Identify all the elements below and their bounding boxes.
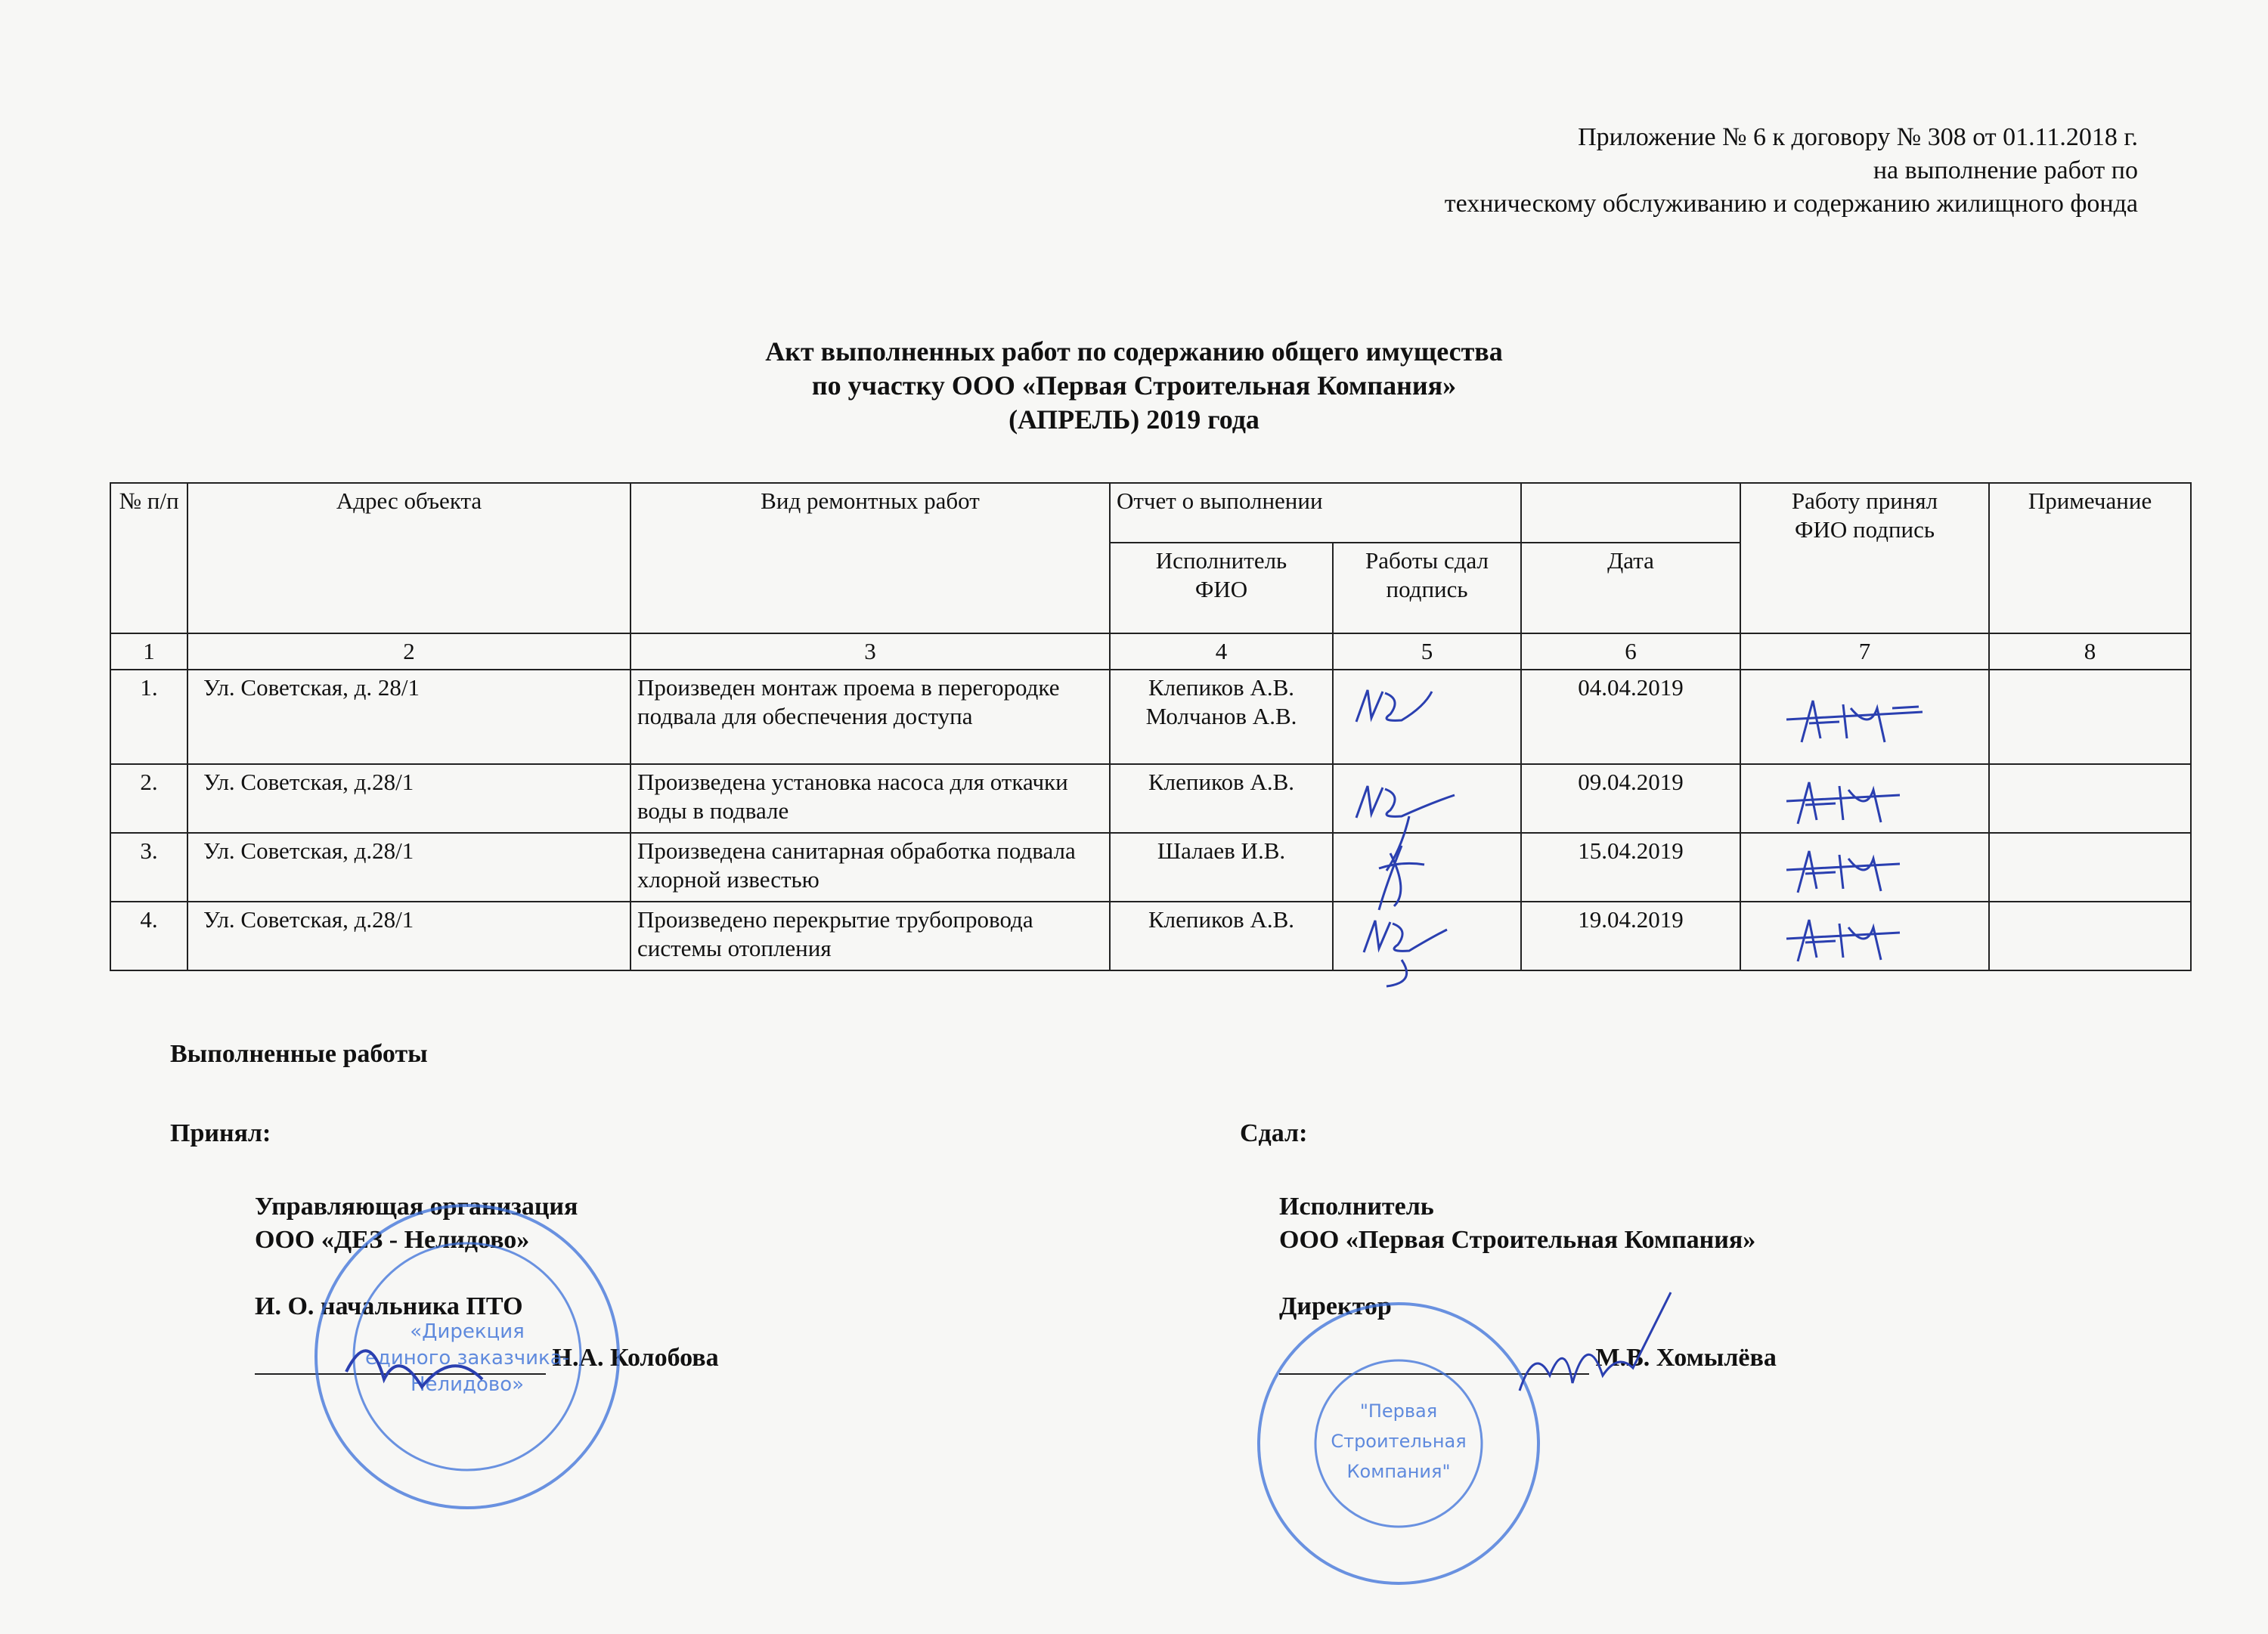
header-handed: Работы сдал подпись [1333,543,1521,633]
row-executor: Клепиков А.В. [1110,902,1333,970]
handed-signature [1333,902,1521,970]
title-line-3: (АПРЕЛЬ) 2019 года [1009,404,1259,435]
col-number-4: 4 [1110,633,1333,670]
svg-text:Строительная: Строительная [1331,1431,1467,1452]
accepted-label: Принял: [170,1119,271,1147]
row-work: Произведен монтаж проема в перегородке подвала для обеспечения доступа [631,670,1110,764]
appendix-line-2: на выполнение работ по [1873,156,2138,184]
header-work [631,483,1110,633]
svg-text:Нелидово»: Нелидово» [410,1373,525,1396]
row-work: Произведена санитарная обработка подвала хлорной известью [631,833,1110,902]
director-signature-icon [1504,1285,1678,1406]
row-date: 04.04.2019 [1521,670,1740,764]
appendix-header [1155,121,2138,221]
handed-signature [1333,833,1521,902]
signature-icon [1349,676,1439,737]
row-address: Ул. Советская, д.28/1 [187,902,631,970]
svg-text:«Дирекция: «Дирекция [410,1320,525,1343]
header-report: Отчет о выполнении [1110,483,1521,543]
works-table [110,482,2192,971]
col-number-2: 2 [187,633,631,670]
table-row [110,764,2191,833]
table-row [110,902,2191,970]
col-number-8: 8 [1989,633,2191,670]
right-name: М.В. Хомылёва [1595,1344,1777,1372]
row-executor: Клепиков А.В. [1110,764,1333,833]
svg-text:единого заказчика-: единого заказчика- [364,1347,570,1369]
handed-label: Сдал: [1240,1119,1308,1147]
row-address: Ул. Советская, д.28/1 [187,833,631,902]
right-org-name: ООО «Первая Строительная Компания» [1279,1226,1756,1254]
header-executor: Исполнитель ФИО [1110,543,1333,633]
col-number-6: 6 [1521,633,1740,670]
left-stamp-icon [301,1198,634,1515]
title-line-1: Акт выполненных работ по содержанию общего имущества [765,336,1503,367]
signature-icon [1779,840,1907,900]
appendix-line-3: техническому обслуживанию и содержанию жилищного фонда [1444,190,2138,218]
left-name: Н.А. Колобова [552,1344,719,1372]
row-executor: Шалаев И.В. [1110,833,1333,902]
handed-signature [1333,764,1521,833]
table-row [110,670,2191,764]
table-row [110,833,2191,902]
row-date: 15.04.2019 [1521,833,1740,902]
row-executor: Клепиков А.В. Молчанов А.В. [1110,670,1333,764]
accepted-signature [1740,902,1989,970]
col-number-3: 3 [631,633,1110,670]
row-work: Произведено перекрытие трубопровода системы отопления [631,902,1110,970]
row-date: 19.04.2019 [1521,902,1740,970]
appendix-line-1: Приложение № 6 к договору № 308 от 01.11.2018 г. [1578,123,2138,151]
row-note [1989,902,2191,970]
header-num: № п/п [110,483,187,633]
col-number-1: 1 [110,633,187,670]
left-org-name: ООО «ДЕЗ - Нелидово» [255,1226,530,1254]
col-number-7: 7 [1740,633,1989,670]
row-note [1989,833,2191,902]
accepted-signature [1740,764,1989,833]
row-date: 09.04.2019 [1521,764,1740,833]
row-note [1989,670,2191,764]
row-address: Ул. Советская, д. 28/1 [187,670,631,764]
accepted-signature [1740,670,1989,764]
col-number-5: 5 [1333,633,1521,670]
accepted-signature [1740,833,1989,902]
done-works-label: Выполненные работы [170,1040,428,1068]
signature-icon [1356,907,1462,990]
right-org-role: Исполнитель [1279,1193,1434,1221]
left-org-role: Управляющая организация [255,1193,578,1221]
signature-icon [1779,685,1930,754]
row-note [1989,764,2191,833]
row-address: Ул. Советская, д.28/1 [187,764,631,833]
header-accepted: Работу принял ФИО подпись [1740,483,1989,633]
header-date: Дата [1521,543,1740,633]
svg-text:Компания": Компания" [1346,1461,1451,1482]
title-line-2: по участку ООО «Первая Строительная Компания» [811,370,1457,401]
right-position: Директор [1279,1292,1392,1320]
left-position: И. О. начальника ПТО [255,1292,523,1320]
header-note: Примечание [1989,483,2191,633]
row-num: 2. [110,764,187,833]
signature-icon [1779,908,1907,969]
row-num: 4. [110,902,187,970]
row-work: Произведена установка насоса для откачки воды в подвале [631,764,1110,833]
signature-icon [1779,771,1907,831]
svg-text:"Первая: "Первая [1359,1400,1438,1422]
handed-signature [1333,670,1521,764]
header-address: Адрес объекта [187,483,631,633]
header-work-label: Вид ремонтных работ [761,487,980,514]
row-num: 3. [110,833,187,902]
header-empty [1521,483,1740,543]
row-num: 1. [110,670,187,764]
document-title [0,335,2268,437]
